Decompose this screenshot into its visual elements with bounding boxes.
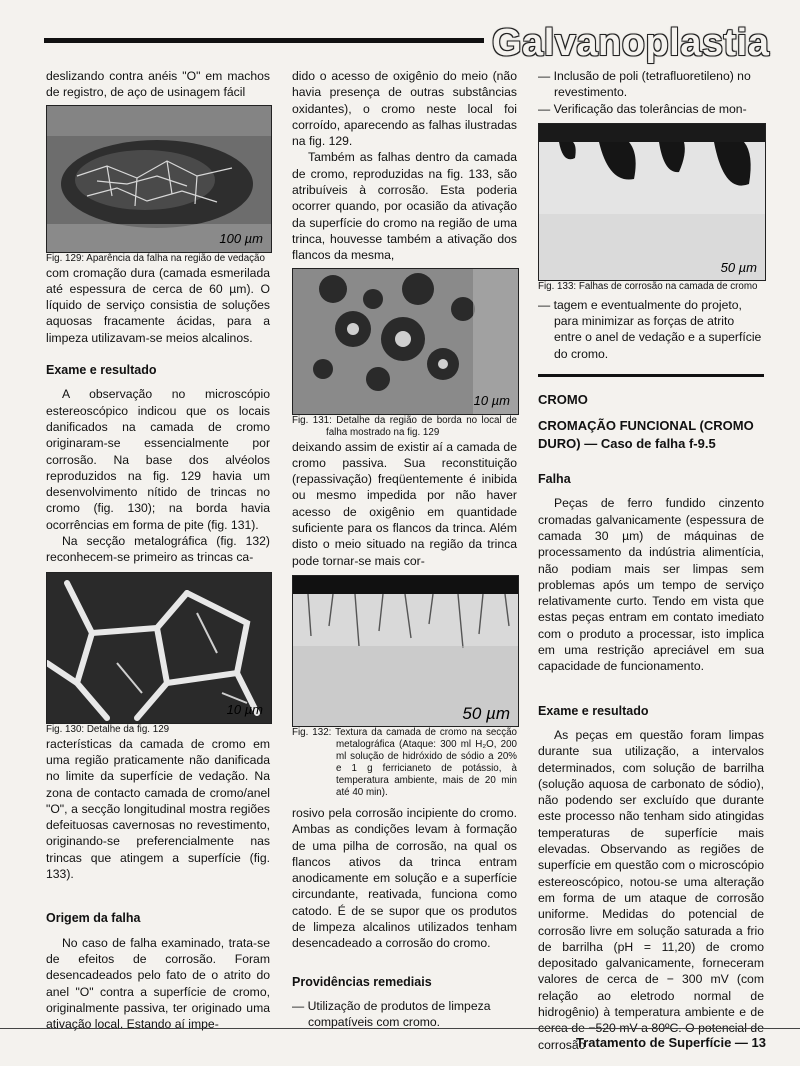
paragraph: Na secção metalográfica (fig. 132) reconhecem-se primeiro as trincas ca- [46, 534, 270, 565]
micrograph-image [539, 124, 765, 280]
scale-label: 100 µm [219, 231, 263, 247]
section-heading: Providências remediais [292, 974, 432, 989]
list-item: — tagem e eventualmente do projeto, para minimizar as forças de atrito entre o anel de vedação e a superfície do cromo. [538, 297, 762, 361]
list-item: — Verificação das tolerâncias de mon- [538, 101, 747, 116]
scale-label: 10 µm [473, 393, 510, 409]
column-3 [538, 68, 764, 1053]
figure-caption: Fig. 129: Aparência da falha na região de vedação [46, 252, 265, 264]
column-1 [46, 68, 270, 1032]
figure-caption: Fig. 130: Detalhe da fig. 129 [46, 723, 170, 735]
paragraph: Peças de ferro fundido cinzento cromadas galvanicamente (espessura de camada 30 µm) de máquinas de processamento da indústria alimentícia, não podiam mais ser limpas sem problemas após um tempo de serviço relativamente curto. Tendo em vista que estas peças entram em contato imediato com o produto a processar, isto implica em uma restrição apreciável em sua capacidade de funcionamento. [538, 496, 764, 674]
figure-caption: Fig. 132: Textura da camada de cromo na secção metalográfica (Ataque: 300 ml H₂O, 200 ml solução de hidróxido de sódio a 20% e 1 g ferricianeto de potássio, à temperatura ambiente, mais de 20 min até 40 min). [292, 726, 517, 798]
scale-label: 50 µm [720, 259, 757, 275]
scale-label: 50 µm [462, 703, 510, 723]
figure-caption: Fig. 133: Falhas de corrosão na camada de cromo [538, 280, 758, 292]
paragraph: dido o acesso de oxigênio do meio (não havia presença de outras substâncias oxidantes), o cromo neste local foi corroído, aparecendo as falhas ilustradas na fig. 129. [292, 69, 517, 149]
micrograph-image [47, 573, 271, 723]
list-item: — Utilização de produtos de limpeza compatíveis com cromo. [292, 998, 491, 1030]
section-title: Galvanoplastia [492, 22, 770, 64]
figure-131-photo [292, 268, 519, 415]
section-heading: Exame e resultado [46, 363, 157, 378]
paragraph: racterísticas da camada de cromo em uma região praticamente não danificada no limite da superfície de vedação. Na zona de contacto camada de cromo/anel "O", a secção longitudinal mostra regiões defeituosas cavernosas no revestimento, originando-se preferencialmente nas trincas que atingem a superfície (fig. 133). [46, 736, 270, 882]
case-heading: CROMAÇÃO FUNCIONAL (CROMO DURO) — Caso de falha f-9.5 [538, 418, 754, 452]
section-heading: Exame e resultado [538, 703, 649, 718]
micrograph-image [293, 269, 518, 414]
paragraph: Também as falhas dentro da camada de cromo, reproduzidas na fig. 133, são atribuíveis à corrosão. Esta poderia ocorrer quando, por ocasião da ativação da superfície do cromo na região de uma trinca, houvesse também a ativação dos flancos da mesma, [292, 150, 517, 263]
figure-132-photo [292, 575, 519, 727]
paragraph: No caso de falha examinado, trata-se de efeitos de corrosão. Foram desencadeados pelo fato de o atrito do anel "O" contra a superfície de cromo, originalmente passiva, ter originado uma ativação local. Estando aí impe- [46, 935, 270, 1032]
section-rule [538, 374, 764, 377]
figure-caption: Fig. 131: Detalhe da região de borda no local de falha mostrado na fig. 129 [292, 414, 517, 438]
column-2 [292, 68, 517, 1031]
section-heading: Origem da falha [46, 911, 141, 926]
page-footer [0, 1028, 800, 1055]
paragraph: deslizando contra anéis "O" em machos de registro, de aço de usinagem fácil [46, 69, 270, 100]
figure-129-photo [46, 105, 272, 253]
list-item: — Inclusão de poli (tetrafluoretileno) no revestimento. [538, 69, 751, 100]
section-heading: CROMO [538, 392, 588, 408]
paragraph: deixando assim de existir aí a camada de cromo passiva. Sua reconstituição (repassivação) freqüentemente é inibida ou mesmo impedida por não haver acesso de oxigênio em quantidade suficiente para os flancos da trinca. Além disto o meio situado na região da trinca pode tornar-se mais cor- [292, 439, 517, 568]
micrograph-image [47, 106, 271, 252]
section-heading: Falha [538, 472, 571, 487]
paragraph: com cromação dura (camada esmerilada até espessura de cerca de 60 µm). O líquido de serviço consistia de soluções aquosas fracamente ácidas, para a limpeza utilizavam-se meios alcalinos. [46, 265, 270, 345]
paragraph: As peças em questão foram limpas durante sua utilização, a intervalos determinados, com solução de barrilha (solução aquosa de carbonato de sódio), não podendo ser excluído que durante este processo não tenham sido atingidas temperaturas de superfície mais elevadas. Observando as regiões de superfície em questão com o microscópio estereoscópico, notou-se uma alteração em forma de um ataque de corrosão uniforme. Medidas do potencial de corrosão livre em solução saturada a frio de barrilha (pH = 11,20) de cromo depositado galvanicamente, forneceram valores de cerca de − 300 mV (com relação ao eletrodo normal de hidrogênio) à temperatura ambiente e de cerca de −520 mV a 80ºC. O potencial de corrosão [538, 727, 764, 1052]
footer-text: Tratamento de Superfície — 13 [575, 1035, 766, 1050]
scale-label: 10 µm [226, 702, 263, 718]
header-rule [44, 38, 484, 43]
figure-130-photo [46, 572, 272, 724]
paragraph: rosivo pela corrosão incipiente do cromo. Ambas as condições levam à formação de uma pilha de corrosão, na qual os flancos ativos da trinca entram anodicamente em solução e a superfície circundante, reativada, funciona como catodo. É de se supor que os produtos de limpeza alcalinos utilizados tenham desencadeado a corrosão do cromo. [292, 805, 517, 951]
figure-133-photo [538, 123, 766, 281]
paragraph: A observação no microscópio estereoscópico indicou que os locais danificados na camada de cromo originaram-se essencialmente por corrosão. Na base dos alvéolos reproduzidos na fig. 129 havia um desenvolvimento nítido de trincas no cromo (fig. 130); na borda havia ocorrências em forma de pite (fig. 131). [46, 387, 270, 532]
